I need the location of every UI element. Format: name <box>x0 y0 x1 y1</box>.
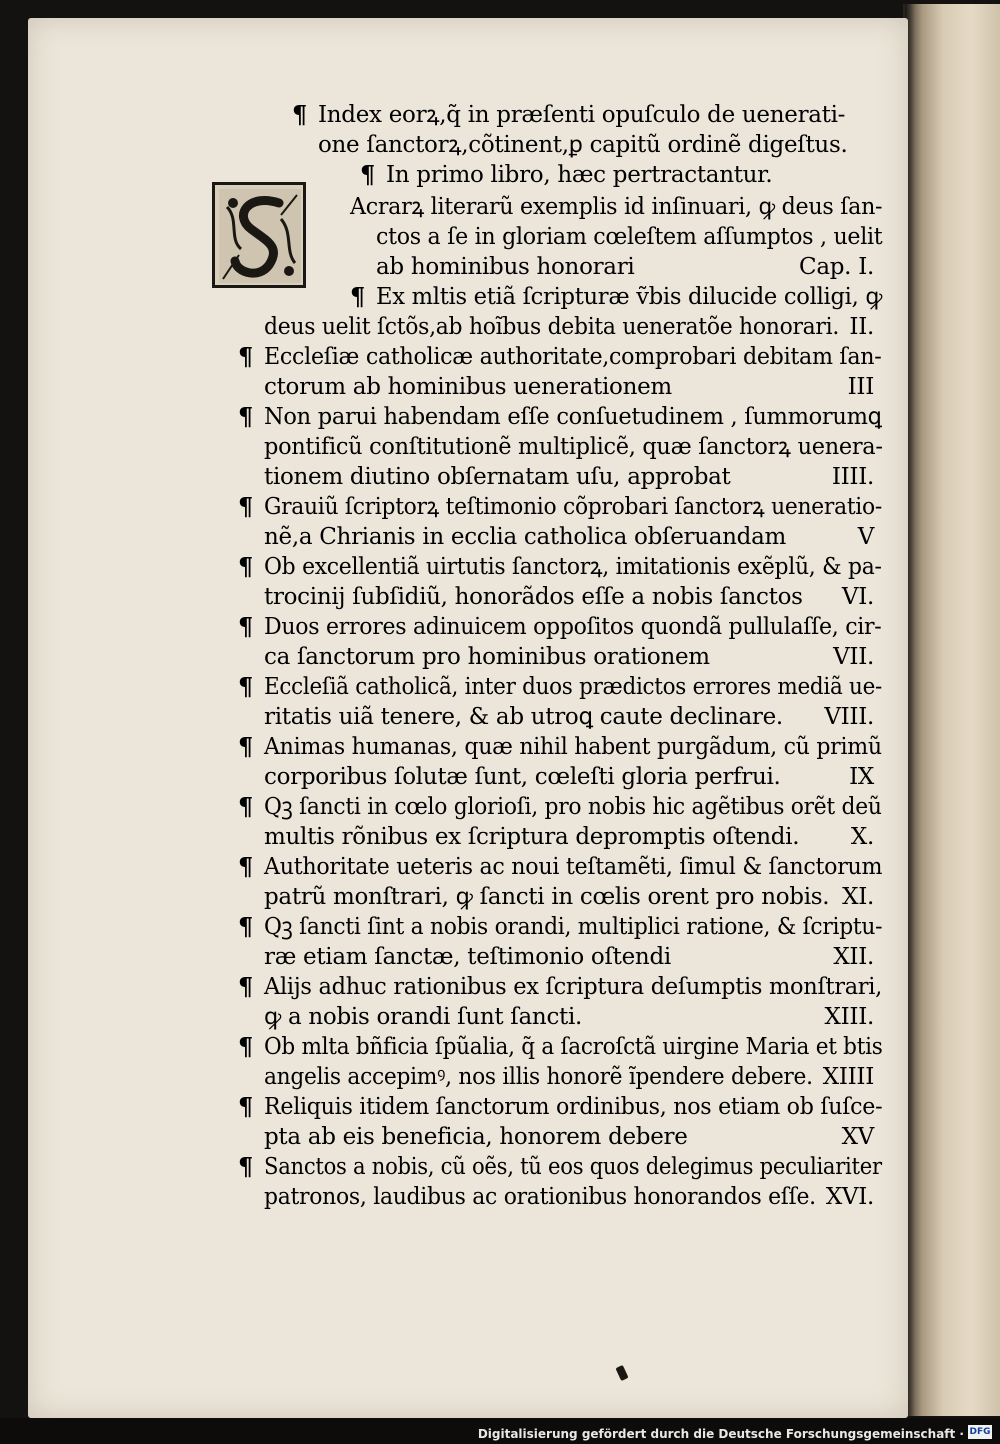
chapter-number: Cap. I. <box>799 254 874 280</box>
entry-line: Eccleſiã catholicã, inter duos prædictos errores mediã ue- <box>264 674 882 700</box>
chapter-number: VII. <box>833 644 874 670</box>
pilcrow-icon: ¶ <box>238 552 253 581</box>
pilcrow-icon: ¶ <box>238 1092 253 1121</box>
decorated-initial-s <box>212 182 306 288</box>
pilcrow-icon: ¶ <box>238 1152 253 1181</box>
entry-line: multis rõnibus ex ſcriptura depromptis oſtendi. <box>264 824 800 850</box>
entry-line: Non parui habendam eſſe conſuetudinem , ſummorumꝗ <box>264 404 882 430</box>
page-edge-right <box>903 4 1000 1416</box>
chapter-number: III <box>847 374 874 400</box>
entry-line: Ex mltis etiã ſcripturæ ṽbis dilucide colligi, ꝙ <box>376 284 883 310</box>
entry-line: ræ etiam ſanctæ, teſtimonio oſtendi <box>264 944 671 970</box>
entry-line: ctorum ab hominibus uenerationem <box>264 374 672 400</box>
entry-line: Qꝫ ſancti in cœlo glorioſi, pro nobis hic agẽtibus orẽt deũ <box>264 794 882 820</box>
chapter-number: IIII. <box>831 464 874 490</box>
entry-line: Reliquis itidem ſanctorum ordinibus, nos etiam ob ſuſce- <box>264 1094 883 1120</box>
pilcrow-icon: ¶ <box>238 912 253 941</box>
chapter-number: VI. <box>841 584 874 610</box>
pilcrow-icon: ¶ <box>238 342 253 371</box>
chapter-number: XII. <box>833 944 874 970</box>
entry-line: ꝙ a nobis orandi ſunt ſancti. <box>264 1004 583 1030</box>
entry-line: Duos errores adinuicem oppoſitos quondã pullulaſſe, cir- <box>264 614 882 640</box>
funding-credit: Digitalisierung gefördert durch die Deutsche Forschungsgemeinschaft · <box>477 1427 964 1441</box>
chapter-number: V <box>857 524 874 550</box>
entry-line: angelis accepimꝰ, nos illis honorẽ ĩpendere debere. <box>264 1064 813 1090</box>
entry-line: Sanctos a nobis, cũ oẽs, tũ eos quos delegimus peculiariter <box>264 1154 882 1180</box>
entry-line: Grauiũ ſcriptorꝝ teſtimonio cõprobari ſanctorꝝ ueneratio- <box>264 494 882 520</box>
entry-line: ritatis uiã tenere, & ab utroꝗ caute declinare. <box>264 704 783 730</box>
pilcrow-icon: ¶ <box>350 282 365 311</box>
pilcrow-icon: ¶ <box>360 160 375 189</box>
entry-line: tionem diutino obſernatam uſu, approbat <box>264 464 731 490</box>
pilcrow-icon: ¶ <box>238 972 253 1001</box>
chapter-number: IX <box>849 764 874 790</box>
entry-line: pontificũ conſtitutionẽ multiplicẽ, quæ ſanctorꝝ uenera- <box>264 434 883 460</box>
entry-line: trocinij ſubſidiũ, honorãdos eſſe a nobis ſanctos <box>264 584 803 610</box>
entry-line: Acrarꝝ literarũ exemplis id inſinuari, ꝙ deus ſan- <box>350 194 883 220</box>
chapter-number: II. <box>849 314 874 340</box>
chapter-number: XVI. <box>825 1184 874 1210</box>
chapter-number: XI. <box>842 884 874 910</box>
entry-line: Eccleſiæ catholicæ authoritate,comprobari debitam ſan- <box>264 344 882 370</box>
chapter-number: XV <box>841 1124 874 1150</box>
pilcrow-icon: ¶ <box>238 612 253 641</box>
pilcrow-icon: ¶ <box>238 672 253 701</box>
chapter-number: X. <box>850 824 874 850</box>
entry-line: Authoritate ueteris ac noui teſtamẽti, ſimul & ſanctorum <box>264 854 883 880</box>
header-line-3: In primo libro, hæc pertractantur. <box>386 162 773 188</box>
pilcrow-icon: ¶ <box>238 852 253 881</box>
entry-line: ca ſanctorum pro hominibus orationem <box>264 644 710 670</box>
pilcrow-icon: ¶ <box>238 1032 253 1061</box>
pilcrow-icon: ¶ <box>238 492 253 521</box>
entry-line: Alijs adhuc rationibus ex ſcriptura deſumptis monſtrari, <box>264 974 883 1000</box>
entry-line: deus uelit ſctõs,ab hoĩbus debita ueneratõe honorari. <box>264 314 840 340</box>
entry-line: nẽ,a Chrianis in ecclia catholica obſeruandam <box>264 524 786 550</box>
dfg-logo-icon: DFG <box>969 1427 991 1437</box>
entry-line: corporibus ſolutæ ſunt, cœleſti gloria perfrui. <box>264 764 781 790</box>
entry-line: patronos, laudibus ac orationibus honorandos eſſe. <box>264 1184 816 1210</box>
pilcrow-icon: ¶ <box>238 792 253 821</box>
entry-line: Ob excellentiã uirtutis ſanctorꝝ, imitationis exẽplũ, & pa- <box>264 554 882 580</box>
entry-line: Ob mlta bñficia ſpũalia, q̃ a ſacroſctã uirgine Maria et btis <box>264 1034 883 1060</box>
entry-line: pta ab eis beneficia, honorem debere <box>264 1124 688 1150</box>
entry-line: Animas humanas, quæ nihil habent purgãdum, cũ primũ <box>264 734 882 760</box>
pilcrow-icon: ¶ <box>238 732 253 761</box>
pilcrow-icon: ¶ <box>292 100 307 129</box>
header-line-1: Index eorꝝ,q̃ in præſenti opuſculo de uenerati- <box>318 102 846 128</box>
ink-mark <box>615 1365 628 1381</box>
entry-line: ab hominibus honorari <box>376 254 635 280</box>
chapter-number: XIIII <box>822 1064 874 1090</box>
pilcrow-icon: ¶ <box>238 402 253 431</box>
entry-line: Qꝫ ſancti ſint a nobis orandi, multiplici ratione, & ſcriptu- <box>264 914 883 940</box>
header-line-2: one ſanctorꝝ,cõtinent,ꝑ capitũ ordinẽ digeſtus. <box>318 132 848 158</box>
entry-line: patrũ monſtrari, ꝙ ſancti in cœlis orent pro nobis. <box>264 884 830 910</box>
chapter-number: XIII. <box>824 1004 874 1030</box>
entry-line: ctos a ſe in gloriam cœleſtem aſſumptos , uelit <box>376 224 883 250</box>
chapter-number: VIII. <box>824 704 874 730</box>
